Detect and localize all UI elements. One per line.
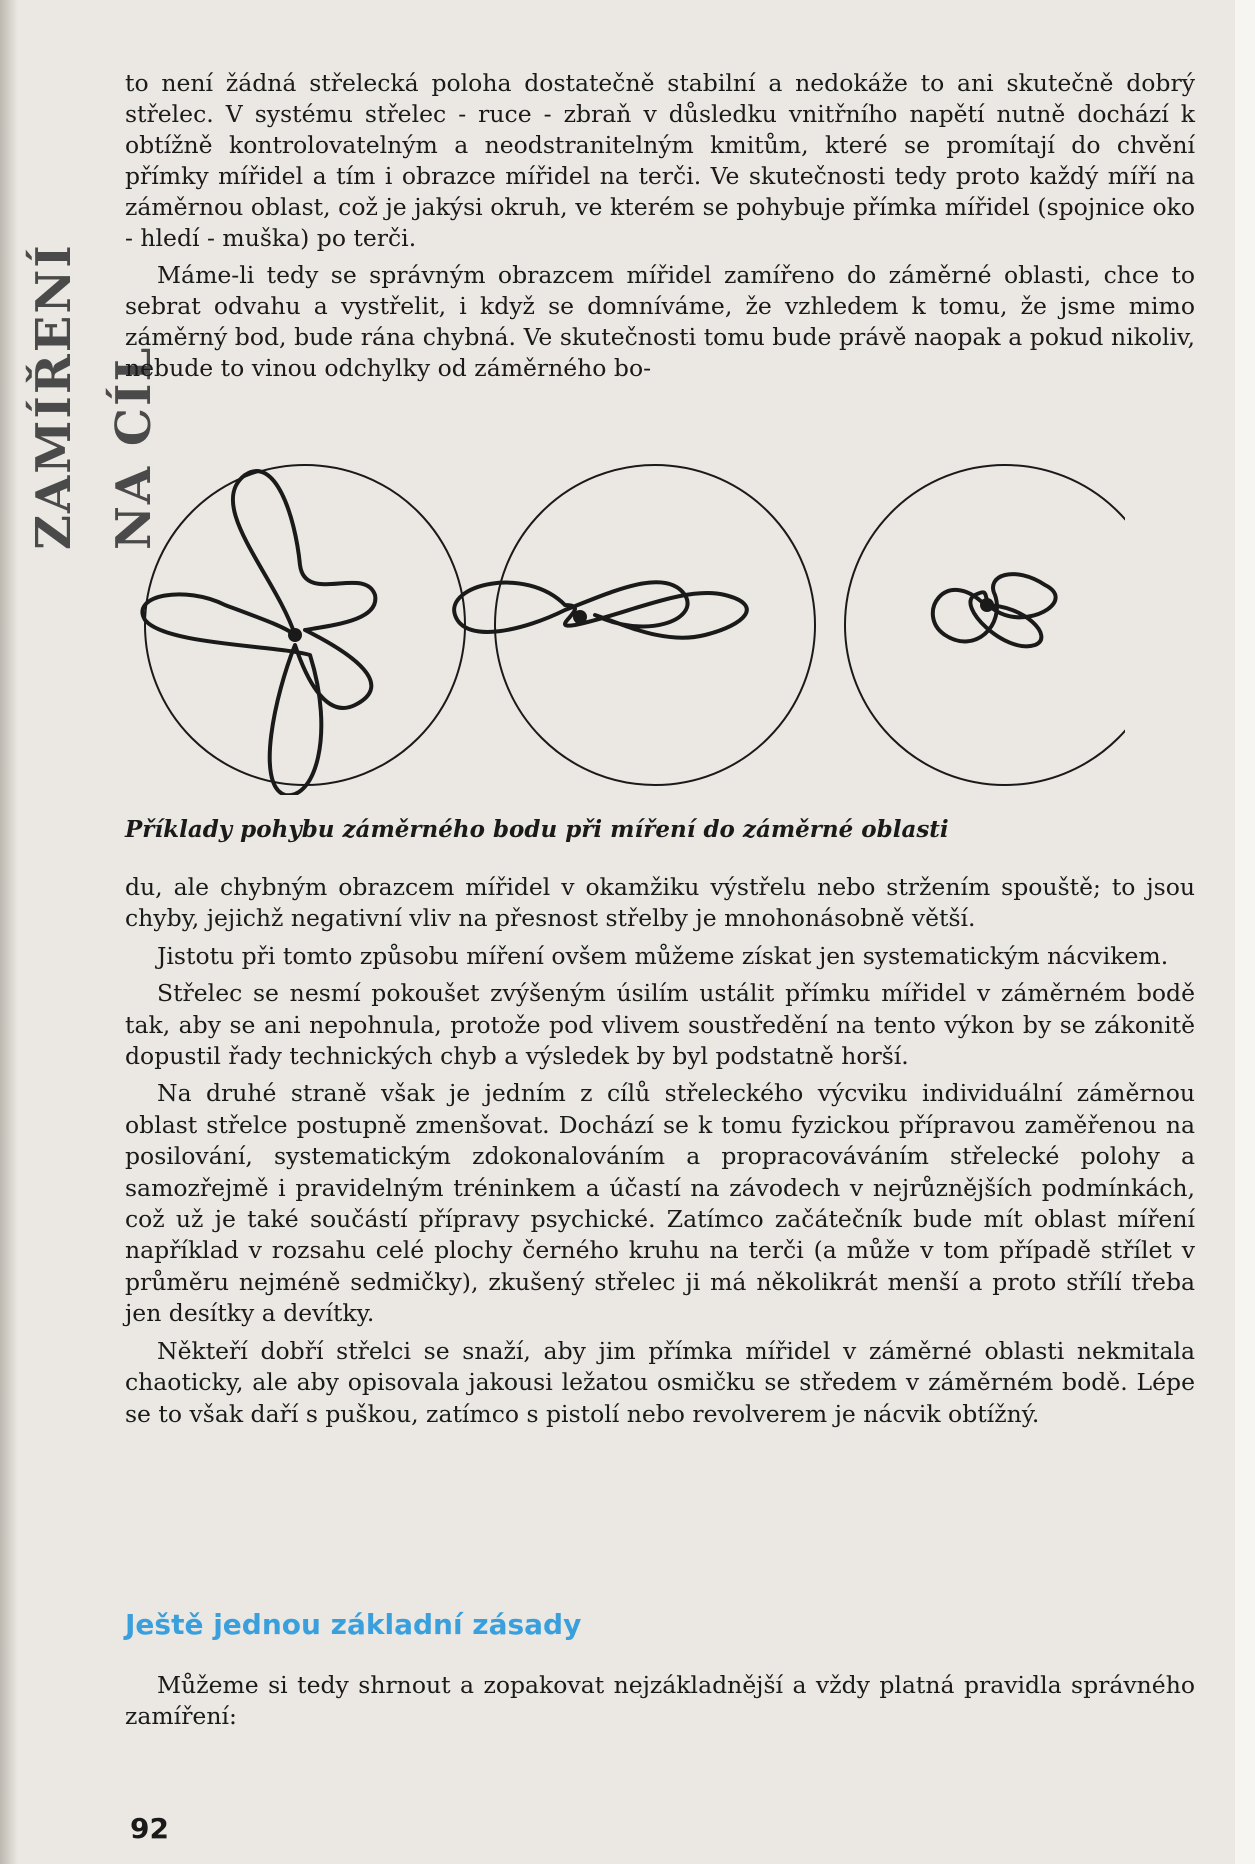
aim-point-2 — [573, 610, 587, 624]
aiming-figure — [125, 455, 1125, 795]
paragraph: Na druhé straně však je jedním z cílů střeleckého výcviku individuální záměrnou oblast střelce postupně zmenšovat. Dochází se k tomu fyzickou přípravou zaměřenou na posilování, systematickým zdokonalováním a propracováváním střelecké polohy a samozřejmě i pravidelným tréninkem a účastí na závodech v nejrůznějších podmínkách, což už je také součástí přípravy psychické. Zatímco začátečník bude mít oblast míření například v rozsahu celé plochy černého kruhu na terči (a může v tom případě střílet v průměru nejméně sedmičky), zkušený střelec ji má několikrát menší a proto střílí třeba jen desítky a devítky. — [125, 1079, 1195, 1328]
paragraph: du, ale chybným obrazcem mířidel v okamžiku výstřelu nebo stržením spouště; to jsou chyby, jejichž negativní vliv na přesnost střelby je mnohonásobně větší. — [125, 873, 1195, 933]
target-circle-1 — [145, 465, 465, 785]
page-number: 92 — [130, 1812, 169, 1845]
aim-point-3 — [980, 598, 994, 612]
paragraph: Můžeme si tedy shrnout a zopakovat nejzákladnější a vždy platná pravidla správného zamíření: — [125, 1671, 1195, 1730]
trace-small — [933, 574, 1056, 646]
figure-caption: Příklady pohybu záměrného bodu při míření do záměrné oblasti — [125, 816, 949, 843]
text-block-middle — [125, 872, 1195, 1436]
page-right-edge — [1235, 0, 1255, 1864]
trace-large — [142, 471, 375, 795]
text-block-bottom — [125, 1670, 1195, 1732]
side-running-title: ZAMÍŘENÍ NA CÍL — [26, 243, 162, 550]
paragraph: Jistotu při tomto způsobu míření ovšem můžeme získat jen systematickým nácvikem. — [157, 941, 1169, 970]
paragraph: Někteří dobří střelci se snaží, aby jim přímka mířidel v záměrné oblasti nekmitala chaoticky, ale aby opisovala jakousi ležatou osmičku se středem v záměrném bodě. Lépe se to však daří s puškou, zatímco s pistolí nebo revolverem je nácvik obtížný. — [125, 1336, 1195, 1428]
aim-point-1 — [288, 628, 302, 642]
paragraph: Střelec se nesmí pokoušet zvýšeným úsilím ustálit přímku mířidel v záměrném bodě tak, aby se ani nepohnula, protože pod vlivem soustředění na tento výkon by se zákonitě dopustil řady technických chyb a výsledek by byl podstatně horší. — [125, 979, 1195, 1071]
paragraph: to není žádná střelecká poloha dostatečně stabilní a nedokáže to ani skutečně dobrý střelec. V systému střelec - ruce - zbraň v důsledku vnitřního napětí nutně dochází k obtížně kontrolovatelným a neodstranitelným kmitům, které se promítají do chvění přímky mířidel a tím i obrazce mířidel na terči. Ve skutečnosti tedy proto každý míří na záměrnou oblast, což je jakýsi okruh, ve kterém se pohybuje přímka mířidel (spojnice oko - hledí - muška) po terči. — [125, 69, 1195, 252]
paragraph: Máme-li tedy se správným obrazcem mířidel zamířeno do záměrné oblasti, chce to sebrat odvahu a vystřelit, i když se domníváme, že vzhledem k tomu, že jsme mimo záměrný bod, bude rána chybná. Ve skutečnosti tomu bude právě naopak a pokud nikoliv, nebude to vinou odchylky od záměrného bo- — [125, 261, 1195, 382]
text-block-top — [125, 68, 1195, 390]
section-heading: Ještě jednou základní zásady — [125, 1608, 582, 1641]
